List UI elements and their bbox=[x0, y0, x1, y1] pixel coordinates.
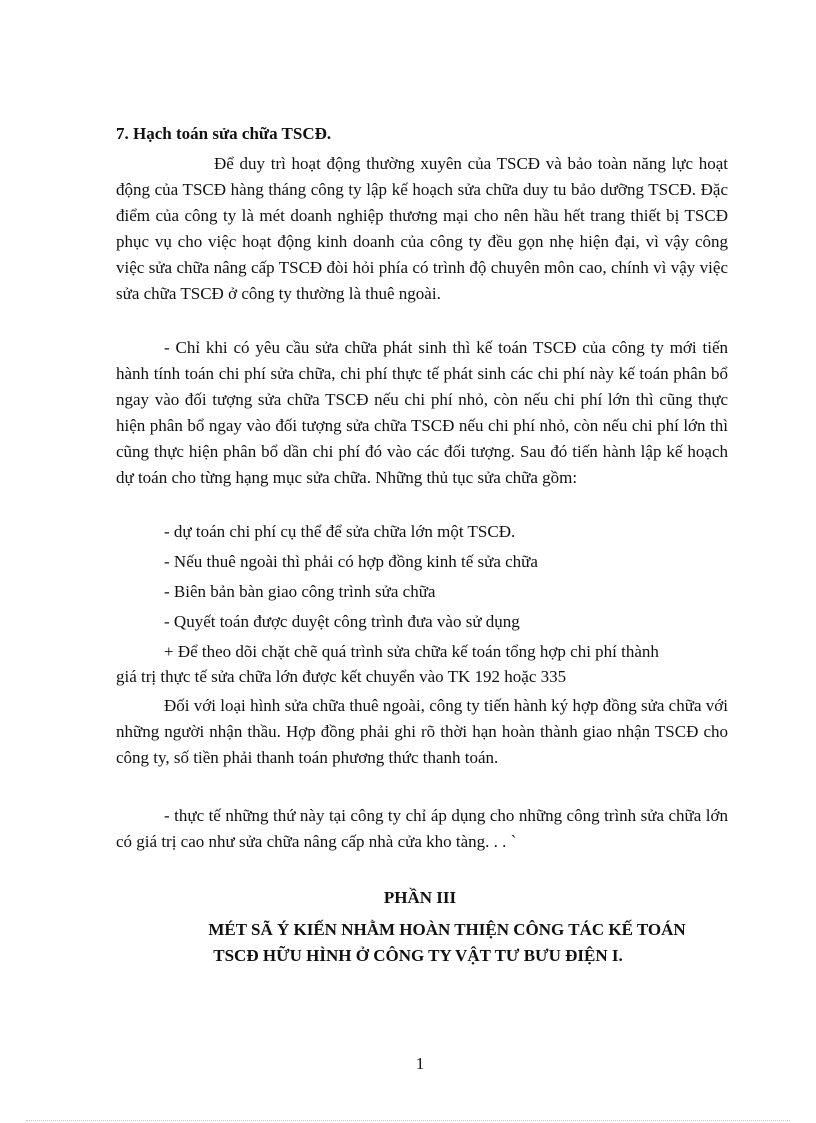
paragraph-closing: - thực tế những thứ này tại công ty chỉ áp dụng cho những công trình sửa chữa lớn có giá trị cao như sửa chữa nâng cấp nhà cửa kho tàng. . . ` bbox=[116, 806, 728, 851]
list-item: - Biên bản bàn giao công trình sửa chữa bbox=[164, 582, 436, 601]
footer-divider bbox=[26, 1120, 790, 1121]
list-item: - dự toán chi phí cụ thể để sửa chữa lớn một TSCĐ. bbox=[164, 522, 516, 541]
part-label: PHẦN III bbox=[383, 888, 457, 907]
paragraph-repair-procedure: - Chỉ khi có yêu cầu sửa chữa phát sinh thì kế toán TSCĐ của công ty mới tiến hành tính toán chi phí sửa chữa, chi phí thực tế phát sinh các chi phí này kế toán phân bổ ngay vào đối tượng sửa chữa TSCĐ nếu chi phí nhỏ, còn nếu chi phí lớn thì cũng thực hiện phân bổ ngay vào đối tượng sửa chữa TSCĐ nếu chi phí nhỏ, còn nếu chi phí lớn thì cũng thực hiện phân bổ dần chi phí đó vào các đối tượng. Sau đó tiến hành lập kế hoạch dự toán cho từng hạng mục sửa chữa. Những thủ tục sửa chữa gồm: bbox=[116, 338, 728, 487]
plus-paragraph-line: giá trị thực tế sửa chữa lớn được kết chuyển vào TK 192 hoặc 335 bbox=[116, 667, 567, 686]
list-item: - Nếu thuê ngoài thì phải có hợp đồng kinh tế sửa chữa bbox=[164, 552, 538, 571]
page-number: 1 bbox=[415, 1054, 425, 1073]
list-item: - Quyết toán được duyệt công trình đưa vào sử dụng bbox=[164, 612, 520, 631]
paragraph-outsourcing: Đối với loại hình sửa chữa thuê ngoài, công ty tiến hành ký hợp đồng sửa chữa với những người nhận thầu. Hợp đồng phải ghi rõ thời hạn hoàn thành giao nhận TSCĐ cho công ty, số tiền phải thanh toán phương thức thanh toán. bbox=[116, 696, 728, 767]
section-heading: 7. Hạch toán sửa chữa TSCĐ. bbox=[116, 124, 332, 143]
part-title-line: TSCĐ HỮU HÌNH Ở CÔNG TY VẬT TƯ BƯU ĐIỆN I. bbox=[213, 946, 623, 965]
plus-paragraph-line: + Để theo dõi chặt chẽ quá trình sửa chữa kế toán tổng hợp chi phí thành bbox=[164, 642, 659, 661]
part-title-line: MÉT SÃ Ý KIẾN NHẰM HOÀN THIỆN CÔNG TÁC KẾ TOÁN bbox=[208, 920, 686, 939]
paragraph-maintenance: Để duy trì hoạt động thường xuyên của TSCĐ và bảo toàn năng lực hoạt động của TSCĐ hàng tháng công ty lập kế hoạch sửa chữa duy tu bảo dưỡng TSCĐ. Đặc điểm của công ty là mét doanh nghiệp thương mại cho nên hầu hết trang thiết bị TSCĐ phục vụ cho việc hoạt động kinh doanh của công ty đều gọn nhẹ hiện đại, vì vậy công việc sửa chữa nâng cấp TSCĐ đòi hỏi phía có trình độ chuyên môn cao, chính vì vậy việc sửa chữa TSCĐ ở công ty thường là thuê ngoài. bbox=[116, 154, 728, 303]
